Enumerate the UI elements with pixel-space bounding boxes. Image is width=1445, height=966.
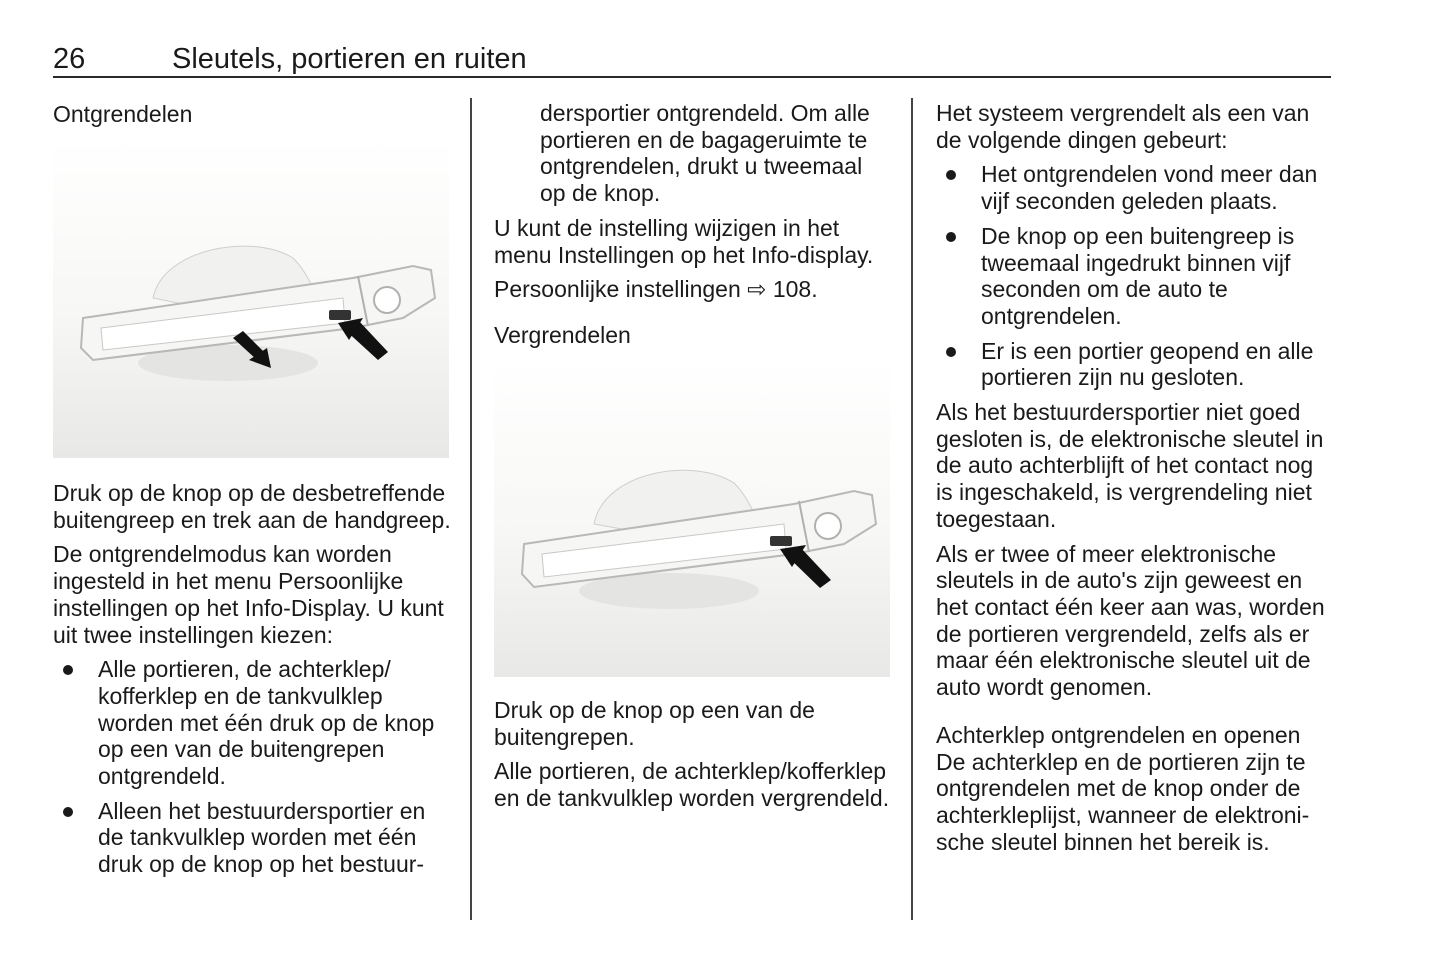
paragraph: U kunt de instelling wijzigen in het menu Instellingen op het Info-display.: [494, 214, 874, 268]
section-heading-achterklep: Achterklep ontgrendelen en openen: [936, 721, 1301, 748]
unlock-mode-options-list: [53, 656, 453, 878]
cross-reference-text: Persoonlijke instellingen: [494, 276, 741, 303]
cross-reference-page[interactable]: 108.: [772, 276, 818, 303]
chapter-title: Sleutels, portieren en ruiten: [172, 43, 527, 75]
list-item: Alle portieren, de achterklep/ kofferklep en de tankvulklep worden met één druk op de knop op een van de buitengrepen ontgrendeld.: [53, 656, 453, 790]
column-2: [494, 100, 894, 820]
bullet-continuation: dersportier ontgrendeld. Om alle portieren en de bagageruimte te ontgrendelen, drukt u tweemaal op de knop.: [540, 100, 870, 207]
column-1: [53, 100, 453, 886]
list-item: Alleen het bestuurdersportier en de tankvulklep worden met één druk op de knop op het bestuur-: [53, 798, 453, 878]
list-item: De knop op een buitengreep is tweemaal ingedrukt binnen vijf seconden om de auto te ontgrendelen.: [936, 223, 1336, 330]
page-reference-arrow-icon: ⇨: [747, 276, 767, 303]
door-handle-unlock-illustration: [53, 138, 449, 458]
list-item: Er is een portier geopend en alle portieren zijn nu gesloten.: [936, 338, 1336, 391]
paragraph: Het systeem vergrendelt als een van de volgende dingen gebeurt:: [936, 100, 1310, 153]
door-handle-lock-illustration: [494, 359, 890, 677]
paragraph: Als het bestuurdersportier niet goed gesloten is, de elektronische sleutel in de auto achterblijft of het contact nog is ingeschakeld, is vergrendeling niet toegestaan.: [936, 399, 1324, 532]
section-heading-ontgrendelen: Ontgrendelen: [53, 101, 193, 127]
section-heading-vergrendelen: Vergrendelen: [494, 321, 631, 348]
column-divider: [911, 98, 913, 920]
paragraph: De ontgrendelmodus kan worden ingesteld in het menu Persoonlijke instellingen op het Info-Display. U kunt uit twee instellingen kiezen:: [53, 541, 444, 648]
list-item: Het ontgrendelen vond meer dan vijf seconden geleden plaats.: [936, 161, 1336, 214]
column-3: [936, 100, 1336, 864]
paragraph: De achterklep en de portieren zijn te ontgrendelen met de knop onder de achterkleplijst, wanneer de elektronische sleutel binnen het bereik is.: [936, 748, 1310, 855]
page-header: [53, 42, 1331, 78]
auto-lock-conditions-list: [936, 161, 1336, 391]
paragraph: Alle portieren, de achterklep/kofferklep en de tankvulklep worden vergrendeld.: [494, 758, 890, 812]
paragraph: Druk op de knop op een van de buitengrepen.: [494, 696, 815, 750]
page-number: 26: [53, 43, 86, 75]
column-divider: [470, 98, 472, 920]
paragraph: Als er twee of meer elektronische sleutels in de auto's zijn geweest en het contact één keer aan was, worden de portieren vergrendeld, zelfs als er maar één elektronische sleutel uit de auto wordt genomen.: [936, 540, 1325, 701]
cross-reference: [494, 276, 894, 303]
paragraph: Druk op de knop op de desbetreffende buitengreep en trek aan de handgreep.: [53, 480, 451, 533]
